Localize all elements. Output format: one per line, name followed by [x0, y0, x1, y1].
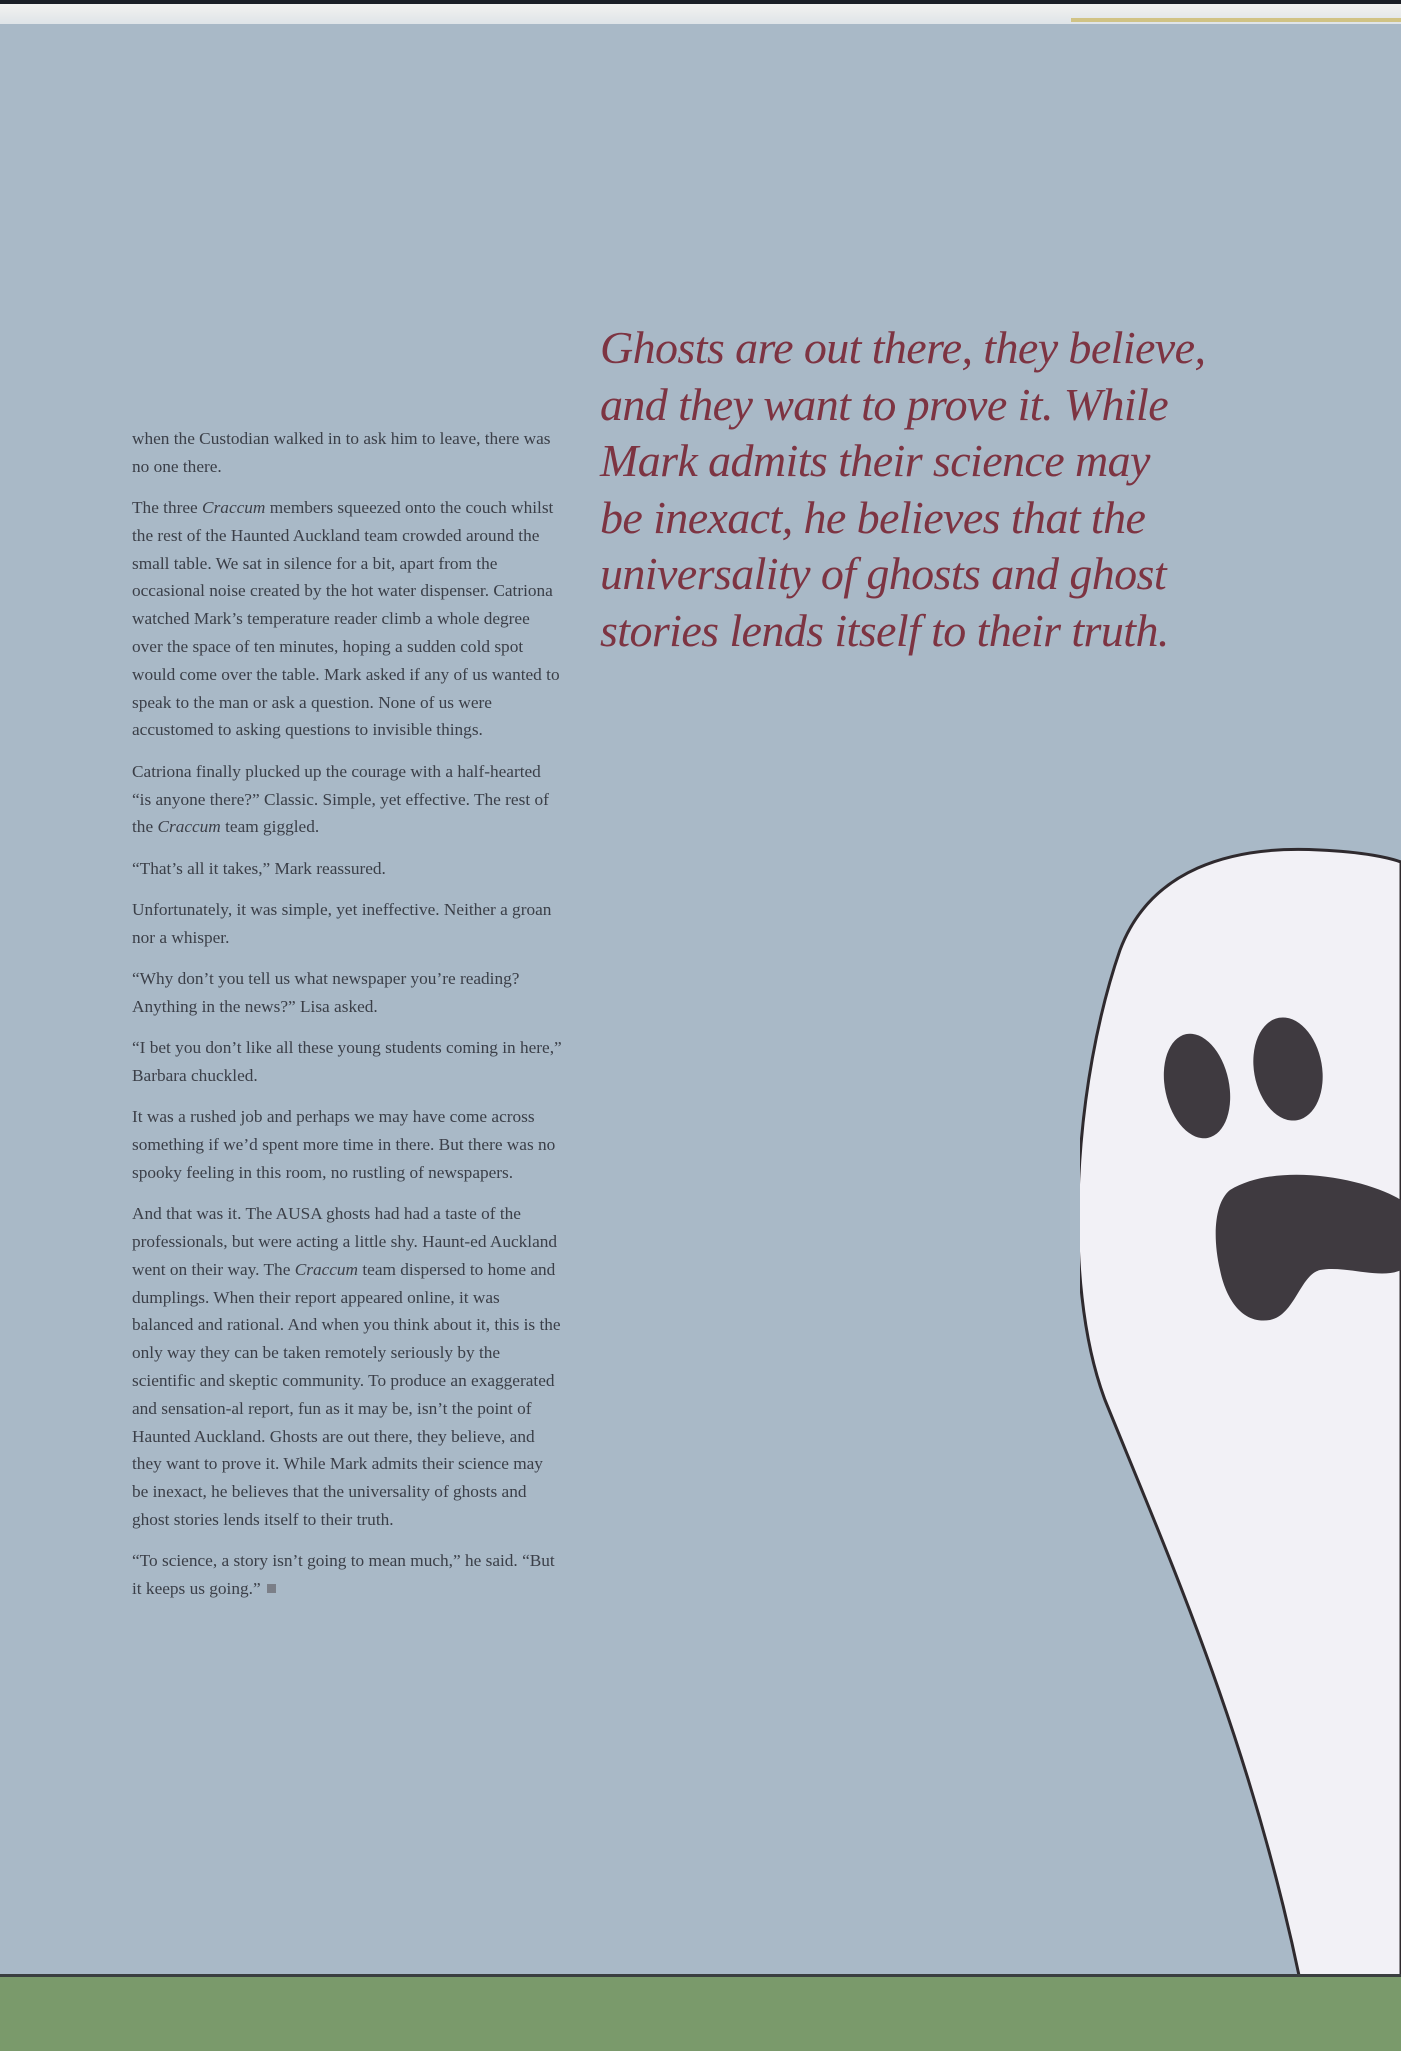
ghost-body: [1080, 849, 1401, 1980]
pull-quote-line: universality of ghosts and ghost: [600, 548, 1167, 599]
paragraph-text: when the Custodian walked in to ask him to leave, there was no one there.: [132, 429, 551, 476]
pull-quote-line: be inexact, he believes that the: [600, 491, 1146, 543]
end-of-article-mark: [267, 1584, 276, 1593]
pull-quote-line: stories lends itself to their truth.: [600, 604, 1169, 656]
paragraph-text: Catriona finally plucked up the courage with a half-hearted “is anyone there?” Classic. Simple, yet effective. The rest of the: [132, 761, 549, 837]
paragraph-text: team dispersed to home and dumplings. When their report appeared online, it was balanced and rational. And when you think about it, this is the only way they can be taken remotely seriously by the scientific and skeptic community. To produce an exaggerated and sensation-al report, fun as it may be, isn’t the point of Haunted Auckland. Ghosts are out there, they believe, and they want to prove it. While Mark admits their science may be inexact, he believes that the universality of ghosts and ghost stories lends itself to their truth.: [132, 1259, 561, 1529]
paragraph-text: “Why don’t you tell us what newspaper you’re reading? Anything in the news?” Lisa asked.: [132, 969, 520, 1016]
paragraph-text: And that was it. The AUSA ghosts had had a taste of the professionals, but were acting a little shy. Haunt-ed Auckland went on their way. The: [132, 1204, 558, 1279]
publication-name: Craccum: [202, 498, 266, 518]
paragraph-text: “That’s all it takes,” Mark reassured.: [132, 858, 386, 878]
grass-ground: [0, 1974, 1401, 2051]
pull-quote-line: Ghosts are out there, they believe,: [600, 322, 1206, 373]
article-paragraph: [132, 965, 562, 1021]
paragraph-text: It was a rushed job and perhaps we may have come across something if we’d spent more time in there. But there was no spooky feeling in this room, no rustling of newspapers.: [132, 1107, 556, 1182]
paragraph-text: members squeezed onto the couch whilst the rest of the Haunted Auckland team crowded around the small table. We sat in silence for a bit, apart from the occasional noise created by the hot water dispenser. Catriona watched Mark’s temperature reader climb a whole degree over the space of ten minutes, hoping a sudden cold spot would come over the table. Mark asked if any of us wanted to speak to the man or ask a question. None of us were accustomed to asking questions to invisible things.: [132, 498, 560, 740]
ghost-icon: [1080, 840, 1401, 1980]
publication-name: Craccum: [294, 1259, 359, 1279]
article-paragraph: [132, 758, 562, 841]
page-top-edge: [0, 4, 1401, 24]
paragraph-text: Unfortunately, it was simple, yet ineffective. Neither a groan nor a whisper.: [132, 899, 552, 947]
paragraph-text: The three: [132, 498, 203, 518]
article-body: [132, 425, 562, 1616]
article-paragraph: [132, 425, 562, 481]
paragraph-text: “I bet you don’t like all these young students coming in here,” Barbara chuckled.: [132, 1038, 562, 1085]
pull-quote-line: Mark admits their science may: [600, 435, 1150, 486]
article-paragraph: [132, 1034, 562, 1090]
paragraph-text: team giggled.: [220, 817, 320, 837]
article-paragraph: [132, 1103, 562, 1186]
article-paragraph: [132, 1547, 562, 1603]
publication-name: Craccum: [157, 817, 221, 837]
article-paragraph: [132, 494, 562, 744]
article-paragraph: [132, 896, 562, 952]
pull-quote: [600, 320, 1240, 659]
article-paragraph: [132, 1200, 562, 1534]
article-paragraph: [132, 855, 562, 883]
pull-quote-line: and they want to prove it. While: [600, 378, 1169, 430]
paragraph-text: “To science, a story isn’t going to mean much,” he said. “But it keeps us going.”: [132, 1551, 555, 1598]
